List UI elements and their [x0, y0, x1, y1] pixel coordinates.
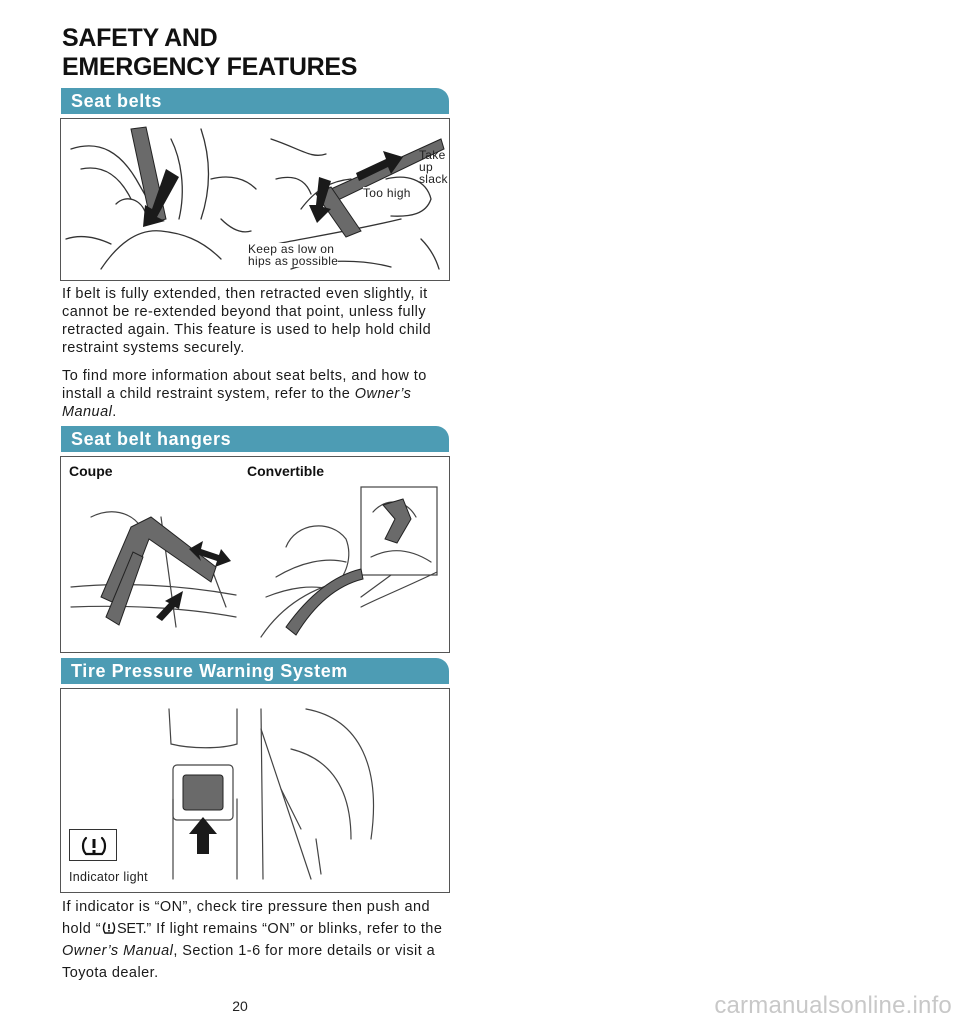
watermark: carmanualsonline.info: [714, 992, 952, 1019]
tire-pressure-drawing: [61, 689, 450, 893]
tire-pressure-paragraph: [62, 896, 448, 984]
callout-take-up-line-1: Take up: [419, 148, 446, 174]
label-indicator-light: Indicator light: [69, 870, 148, 884]
page-number: 20: [232, 998, 248, 1014]
callout-keep-low-line-1: Keep as low on: [248, 242, 335, 256]
page-title: [62, 24, 357, 82]
callout-take-up: [419, 149, 449, 185]
label-convertible: Convertible: [247, 463, 325, 479]
seat-belt-paragraph-2-end: .: [112, 404, 117, 420]
section-heading-seat-belts: Seat belts: [61, 88, 449, 114]
seat-belt-paragraph-1: If belt is fully extended, then retracted even slightly, it cannot be re-extended beyond that point, unless fully retracted again. This feature is used to help hold child restraint systems securely.: [62, 286, 432, 356]
tire-pressure-paragraph-text-2: ” If light remains “ON” or blinks, refer to the: [146, 921, 443, 937]
indicator-light-box: [69, 829, 117, 861]
callout-keep-low: [248, 243, 338, 267]
label-coupe: Coupe: [69, 463, 113, 479]
seat-belt-illustration: [60, 118, 450, 281]
tire-pressure-paragraph-text-3: , Section 1-6 for more details or visit a Toyota dealer.: [62, 943, 436, 981]
tire-pressure-illustration: [60, 688, 450, 893]
seat-belt-hangers-illustration: [60, 456, 450, 653]
callout-keep-low-line-2: hips as possible: [248, 254, 339, 268]
seat-belt-paragraph-2-text: To find more information about seat belts, and how to install a child restraint system, refer to the: [62, 368, 427, 402]
tire-pressure-paragraph-text-1: If indicator is “ON”, check tire pressure then push and hold “: [62, 899, 431, 937]
section-heading-seat-belt-hangers: Seat belt hangers: [61, 426, 449, 452]
owners-manual-reference: Owner’s Manual: [62, 386, 412, 420]
callout-too-high: Too high: [363, 186, 411, 200]
owners-manual-reference-2: Owner’s Manual: [62, 943, 174, 959]
page-title-line-1: SAFETY AND: [62, 24, 218, 52]
set-button-reference: SET.: [116, 921, 147, 937]
seat-belt-paragraph-2: [62, 367, 448, 421]
page-title-line-2: EMERGENCY FEATURES: [62, 53, 358, 81]
tire-pressure-warning-icon: [70, 830, 118, 862]
seat-belt-hangers-drawing: [61, 457, 450, 653]
callout-take-up-line-2: slack: [419, 172, 448, 186]
section-heading-tire-pressure: Tire Pressure Warning System: [61, 658, 449, 684]
inline-tire-pressure-icon: [101, 921, 117, 935]
